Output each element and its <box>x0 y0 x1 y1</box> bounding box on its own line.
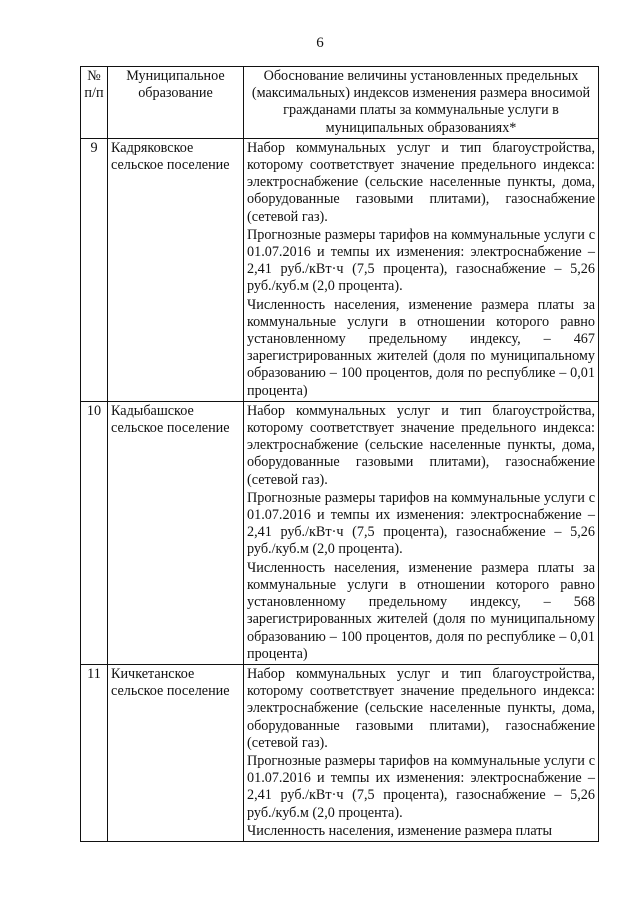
header-justification: Обоснование величины установленных предельных (максимальных) индексов изменения размера вносимой гражданами платы за коммунальные услуги в муниципальных образованиях* <box>244 67 599 139</box>
page-number: 6 <box>316 35 324 51</box>
services-paragraph: Набор коммунальных услуг и тип благоустройства, которому соответствует значение предельного индекса: электроснабжение (сельские населенные пункты, дома, оборудованные газовыми плитами), газоснабжение (сетевой газ). <box>247 665 595 751</box>
municipality-name: Кадыбашское сельское поселение <box>108 401 244 664</box>
tariffs-paragraph: Прогнозные размеры тарифов на коммунальные услуги с 01.07.2016 и темпы их изменения: электроснабжение – 2,41 руб./кВт·ч (7,5 процента), газоснабжение – 5,26 руб./куб.м (2,0 процента). <box>247 226 595 295</box>
justification-cell <box>244 401 599 664</box>
population-paragraph: Численность населения, изменение размера платы за коммунальные услуги в отношении которого равно установленному предельному индексу, – 467 зарегистрированных жителей (доля по муниципальному образованию – 100 процентов, доля по республике – 0,01 процента) <box>247 296 595 399</box>
header-num: № п/п <box>81 67 108 139</box>
header-municipality: Муниципальное образование <box>108 67 244 139</box>
table-row <box>81 401 599 664</box>
table-row <box>81 138 599 401</box>
justification-cell <box>244 664 599 841</box>
row-number: 10 <box>81 401 108 664</box>
population-paragraph: Численность населения, изменение размера платы за коммунальные услуги в отношении которого равно установленному предельному индексу, – 568 зарегистрированных жителей (доля по муниципальному образованию – 100 процентов, доля по республике – 0,01 процента) <box>247 559 595 662</box>
justification-cell <box>244 138 599 401</box>
tariffs-paragraph: Прогнозные размеры тарифов на коммунальные услуги с 01.07.2016 и темпы их изменения: электроснабжение – 2,41 руб./кВт·ч (7,5 процента), газоснабжение – 5,26 руб./куб.м (2,0 процента). <box>247 752 595 821</box>
services-paragraph: Набор коммунальных услуг и тип благоустройства, которому соответствует значение предельного индекса: электроснабжение (сельские населенные пункты, дома, оборудованные газовыми плитами), газоснабжение (сетевой газ). <box>247 402 595 488</box>
municipality-name: Кадряковское сельское поселение <box>108 138 244 401</box>
services-paragraph: Набор коммунальных услуг и тип благоустройства, которому соответствует значение предельного индекса: электроснабжение (сельские населенные пункты, дома, оборудованные газовыми плитами), газоснабжение (сетевой газ). <box>247 139 595 225</box>
municipality-name: Кичкетанское сельское поселение <box>108 664 244 841</box>
row-number: 11 <box>81 664 108 841</box>
row-number: 9 <box>81 138 108 401</box>
tariff-index-table <box>80 66 599 842</box>
table-row <box>81 664 599 841</box>
tariffs-paragraph: Прогнозные размеры тарифов на коммунальные услуги с 01.07.2016 и темпы их изменения: электроснабжение – 2,41 руб./кВт·ч (7,5 процента), газоснабжение – 5,26 руб./куб.м (2,0 процента). <box>247 489 595 558</box>
population-paragraph: Численность населения, изменение размера платы <box>247 822 553 839</box>
table-header-row <box>81 67 599 139</box>
